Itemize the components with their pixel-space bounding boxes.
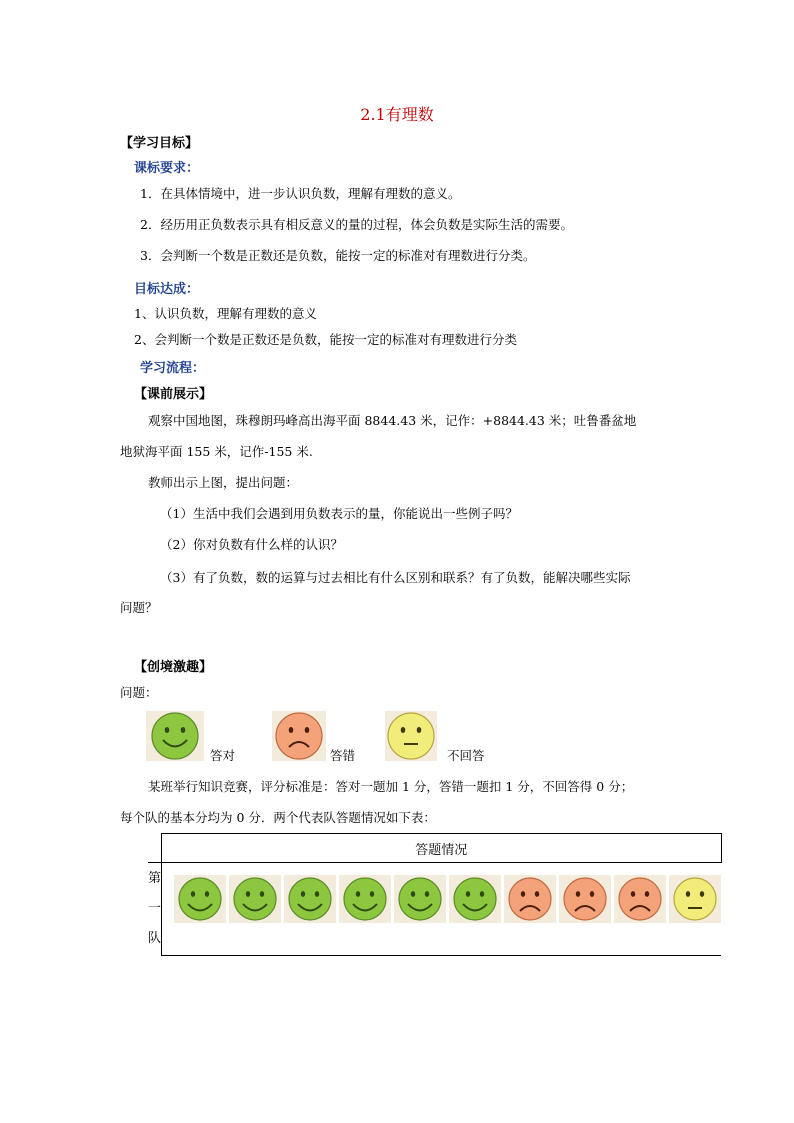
question-3: （3）有了负数，数的运算与过去相比有什么区别和联系？有了负数，能解决哪些实际 [160, 570, 631, 585]
preview-paragraph-line2: 地狱海平面 155 米，记作-155 米. [120, 444, 313, 459]
curriculum-item-3: 3．会判断一个数是正数还是负数，能按一定的标准对有理数进行分类。 [140, 248, 536, 263]
legend-noanswer: 不回答 [447, 748, 485, 763]
table-header: 答题情况 [162, 834, 722, 863]
curriculum-label: 课标要求： [134, 161, 200, 176]
team1-faces-cell [162, 863, 722, 956]
team1-char: 一 [148, 901, 162, 917]
happy-face-icon [146, 711, 204, 761]
answers-table [148, 833, 722, 956]
legend-wrong: 答错 [330, 748, 356, 763]
team1-char: 第 [148, 871, 162, 887]
curriculum-item-1: 1．在具体情境中，进一步认识负数，理解有理数的意义。 [140, 186, 461, 201]
preview-paragraph-line1: 观察中国地图，珠穆朗玛峰高出海平面 8844.43 米，记作：+8844.43 米；吐鲁番盆地 [148, 413, 637, 428]
happy-face-icon [449, 875, 501, 923]
sad-face-icon [614, 875, 666, 923]
teacher-line: 教师出示上图，提出问题： [148, 475, 299, 490]
rule-line-1: 某班举行知识竞赛，评分标准是：答对一题加 1 分，答错一题扣 1 分，不回答得 0 分； [148, 779, 634, 794]
flow-label: 学习流程： [140, 361, 206, 376]
team1-label [148, 863, 162, 956]
team1-faces-row [162, 863, 721, 923]
problem-label: 问题： [120, 685, 158, 700]
sad-face-icon [504, 875, 556, 923]
preview-header: 【课前展示】 [134, 387, 213, 402]
question-1: （1）生活中我们会遇到用负数表示的量，你能说出一些例子吗？ [160, 506, 518, 521]
happy-face-icon [394, 875, 446, 923]
legend-correct: 答对 [210, 748, 236, 763]
page-title: 2.1有理数 [360, 105, 434, 124]
target-item-1: 1、认识负数，理解有理数的意义 [134, 306, 317, 321]
team1-char: 队 [148, 931, 162, 947]
question-3-continued: 问题？ [120, 600, 158, 615]
sad-face-icon [559, 875, 611, 923]
goals-header: 【学习目标】 [120, 136, 199, 151]
table-corner-cell [148, 834, 162, 863]
rule-line-2: 每个队的基本分均为 0 分．两个代表队答题情况如下表： [120, 810, 436, 825]
sad-face-icon [272, 711, 326, 761]
target-item-2: 2、会判断一个数是正数还是负数，能按一定的标准对有理数进行分类 [134, 332, 517, 347]
neutral-face-icon [385, 711, 437, 761]
happy-face-icon [284, 875, 336, 923]
happy-face-icon [229, 875, 281, 923]
happy-face-icon [339, 875, 391, 923]
scenario-header: 【创境激趣】 [134, 660, 213, 675]
neutral-face-icon [669, 875, 721, 923]
target-label: 目标达成： [134, 282, 200, 297]
curriculum-item-2: 2．经历用正负数表示具有相反意义的量的过程，体会负数是实际生活的需要。 [140, 217, 573, 232]
question-2: （2）你对负数有什么样的认识？ [160, 537, 343, 552]
happy-face-icon [174, 875, 226, 923]
